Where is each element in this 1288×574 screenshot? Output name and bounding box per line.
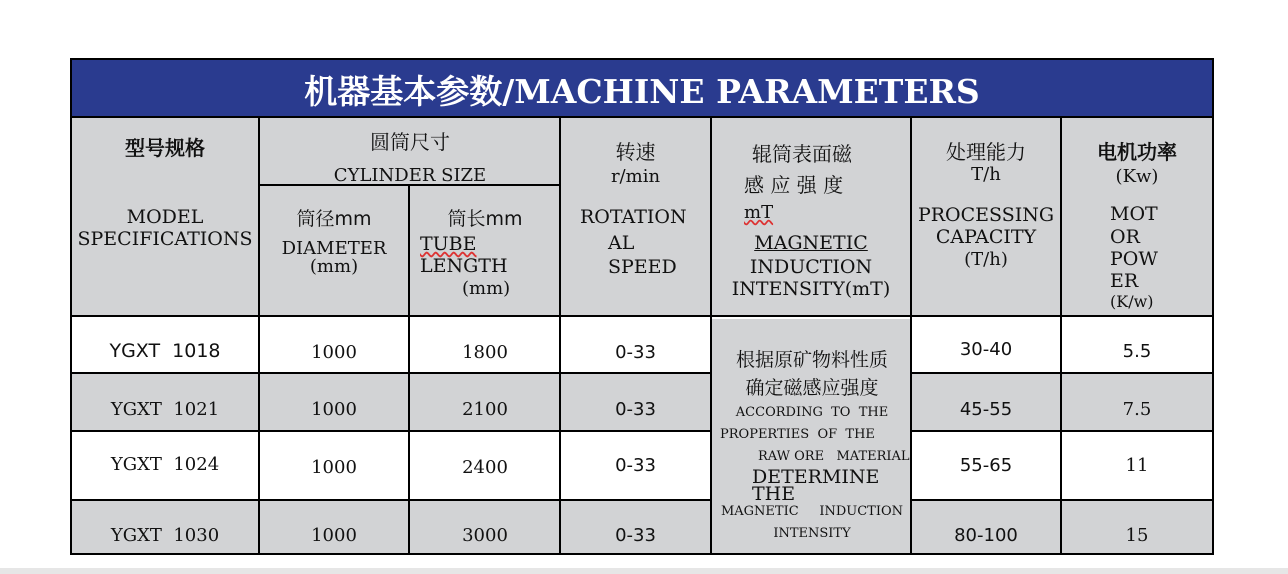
header-length-zh: 筒长mm bbox=[447, 208, 523, 230]
row-2-speed: 0-33 bbox=[615, 399, 656, 420]
machine-parameters-table bbox=[70, 58, 1214, 555]
header-capacity-en2: CAPACITY bbox=[935, 226, 1037, 248]
header-power-en2: OR bbox=[1110, 226, 1140, 248]
header-power-en4: ER bbox=[1110, 270, 1139, 292]
header-model-en2: SPECIFICATIONS bbox=[77, 228, 253, 250]
magnetic-note-en5: THE bbox=[752, 483, 796, 505]
row-2-capacity: 45-55 bbox=[959, 399, 1013, 420]
magnetic-note-en1: ACCORDING TO THE bbox=[735, 405, 889, 420]
magnetic-note-en4: DETERMINE bbox=[752, 466, 880, 488]
header-cylinder-zh: 圆筒尺寸 bbox=[370, 130, 450, 154]
header-power-unit: (Kw) bbox=[1115, 166, 1159, 187]
header-speed-en2: AL bbox=[608, 232, 635, 254]
magnetic-note-zh2: 确定磁感应强度 bbox=[745, 377, 879, 399]
header-length-en2: LENGTH bbox=[420, 255, 508, 277]
row-2-model: YGXT 1021 bbox=[110, 399, 220, 420]
row-4-model: YGXT 1030 bbox=[110, 525, 220, 546]
divider bbox=[408, 184, 410, 555]
header-magnetic-en1: MAGNETIC bbox=[754, 232, 868, 254]
magnetic-note-en2: PROPERTIES OF THE bbox=[720, 427, 875, 442]
header-power-en5: (K/w) bbox=[1110, 292, 1154, 311]
header-speed-en1: ROTATION bbox=[580, 206, 687, 228]
header-model-zh: 型号规格 bbox=[125, 136, 205, 160]
header-power-zh: 电机功率 bbox=[1097, 140, 1177, 164]
row-2-power: 7.5 bbox=[1122, 399, 1152, 420]
header-capacity-en1: PROCESSING bbox=[917, 204, 1055, 226]
page-bottom-bar bbox=[0, 568, 1288, 574]
row-4-length: 3000 bbox=[462, 525, 508, 546]
header-magnetic-zh1: 辊筒表面磁 bbox=[752, 142, 852, 166]
magnetic-note-zh1: 根据原矿物料性质 bbox=[735, 349, 888, 371]
divider bbox=[72, 430, 712, 432]
row-3-diameter: 1000 bbox=[311, 457, 357, 478]
divider bbox=[72, 116, 1212, 118]
row-2-length: 2100 bbox=[462, 399, 508, 420]
divider bbox=[912, 430, 1212, 432]
row-1-length: 1800 bbox=[462, 342, 508, 363]
magnetic-note-en3: RAW ORE MATERIAL bbox=[758, 449, 910, 464]
row-1-capacity: 30-40 bbox=[959, 339, 1013, 360]
row-2-diameter: 1000 bbox=[311, 399, 357, 420]
row-3-capacity: 55-65 bbox=[959, 455, 1013, 476]
header-power-en1: MOT bbox=[1110, 203, 1158, 225]
header-diameter-unit: (mm) bbox=[309, 256, 359, 277]
header-diameter-zh: 筒径mm bbox=[296, 208, 372, 230]
header-length-en1: TUBE bbox=[420, 233, 477, 255]
row-4-power: 15 bbox=[1125, 525, 1149, 546]
header-length-unit: (mm) bbox=[462, 278, 511, 299]
header-diameter-en: DIAMETER bbox=[281, 238, 387, 256]
row-1-model: YGXT 1018 bbox=[109, 340, 221, 362]
header-magnetic-en2: INDUCTION bbox=[749, 256, 873, 278]
table-title: 机器基本参数/MACHINE PARAMETERS bbox=[72, 60, 1212, 118]
header-magnetic-unit: mT bbox=[744, 202, 774, 223]
divider bbox=[259, 184, 561, 186]
row-4-diameter: 1000 bbox=[311, 525, 357, 546]
row-3-power: 11 bbox=[1125, 455, 1149, 476]
header-power-en3: POW bbox=[1110, 248, 1158, 270]
divider bbox=[72, 315, 1212, 317]
header-capacity-zh: 处理能力 bbox=[946, 140, 1026, 164]
row-4-capacity: 80-100 bbox=[954, 525, 1018, 546]
header-speed-unit: r/min bbox=[610, 166, 661, 187]
header-capacity-unit: T/h bbox=[971, 164, 1001, 185]
row-3-speed: 0-33 bbox=[615, 455, 656, 476]
header-magnetic-zh2: 感 应 强 度 bbox=[744, 173, 844, 197]
magnetic-note-en6: MAGNETIC INDUCTION bbox=[720, 504, 904, 519]
divider bbox=[72, 499, 712, 501]
header-speed-en3: SPEED bbox=[608, 256, 677, 278]
header-capacity-en3: (T/h) bbox=[964, 249, 1008, 270]
magnetic-note-en7: INTENSITY bbox=[773, 526, 851, 541]
header-magnetic-en3: INTENSITY(mT) bbox=[731, 278, 891, 300]
row-1-diameter: 1000 bbox=[311, 342, 357, 363]
row-1-power: 5.5 bbox=[1122, 341, 1152, 362]
row-1-speed: 0-33 bbox=[615, 342, 656, 363]
divider bbox=[72, 372, 712, 374]
row-3-model: YGXT 1024 bbox=[110, 454, 220, 475]
divider bbox=[912, 372, 1212, 374]
row-4-speed: 0-33 bbox=[615, 525, 656, 546]
divider bbox=[710, 118, 712, 555]
row-3-length: 2400 bbox=[462, 457, 508, 478]
header-model-en1: MODEL bbox=[126, 206, 204, 228]
header-cylinder-en: CYLINDER SIZE bbox=[333, 165, 487, 184]
divider bbox=[912, 499, 1212, 501]
header-speed-zh: 转速 bbox=[615, 140, 656, 164]
